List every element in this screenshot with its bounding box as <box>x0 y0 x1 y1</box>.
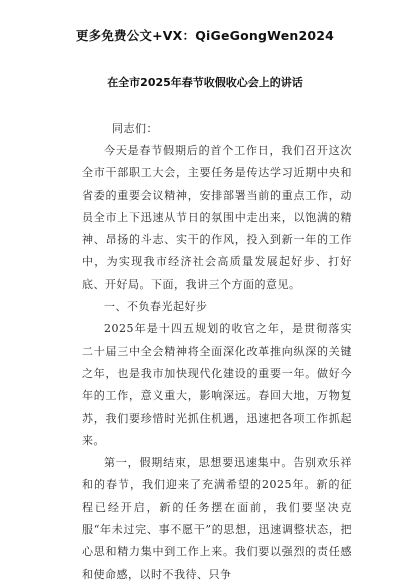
speech-title: 在全市2025年春节收假收心会上的讲话 <box>107 76 303 89</box>
paragraph-intro: 今天是春节假期后的首个工作日，我们召开这次全市干部职工大会，主要任务是传达学习近期中央和省委的重要会议精神，安排部署当前的重点工作，动员全市上下迅速从节日的氛围中走出来，以饱满的精神、昂扬的斗志、实干的作风，投入到新一年的工作中，为实现我市经济社会高质量发展起好步、打好底、开好局。下面，我讲三个方面的意见。 <box>82 144 352 291</box>
paragraph-first-point: 第一，假期结束，思想要迅速集中。告别欢乐祥和的春节，我们迎来了充满希望的2025年。新的征程已经开启，新的任务摆在面前，我们要坚决克服“年未过完、事不愿干”的思想，迅速调整状态，把心思和精力集中到工作上来。我们要以强烈的责任感和使命感，以时不我待、只争 <box>82 456 352 581</box>
section-heading-1: 一、不负春光起好步 <box>104 300 208 314</box>
salutation: 同志们： <box>112 122 158 135</box>
paragraph-context: 2025年是十四五规划的收官之年，是贯彻落实二十届三中全会精神将全面深化改革推向纵深的关键之年，也是我市加快现代化建设的重要一年。做好今年的工作，意义重大，影响深远。春回大地，万物复苏，我们要珍惜时光抓住机遇，迅速把各项工作抓起来。 <box>82 322 352 447</box>
document-body <box>82 140 352 586</box>
promo-header: 更多免费公文+VX：QiGeGongWen2024 <box>75 28 335 43</box>
